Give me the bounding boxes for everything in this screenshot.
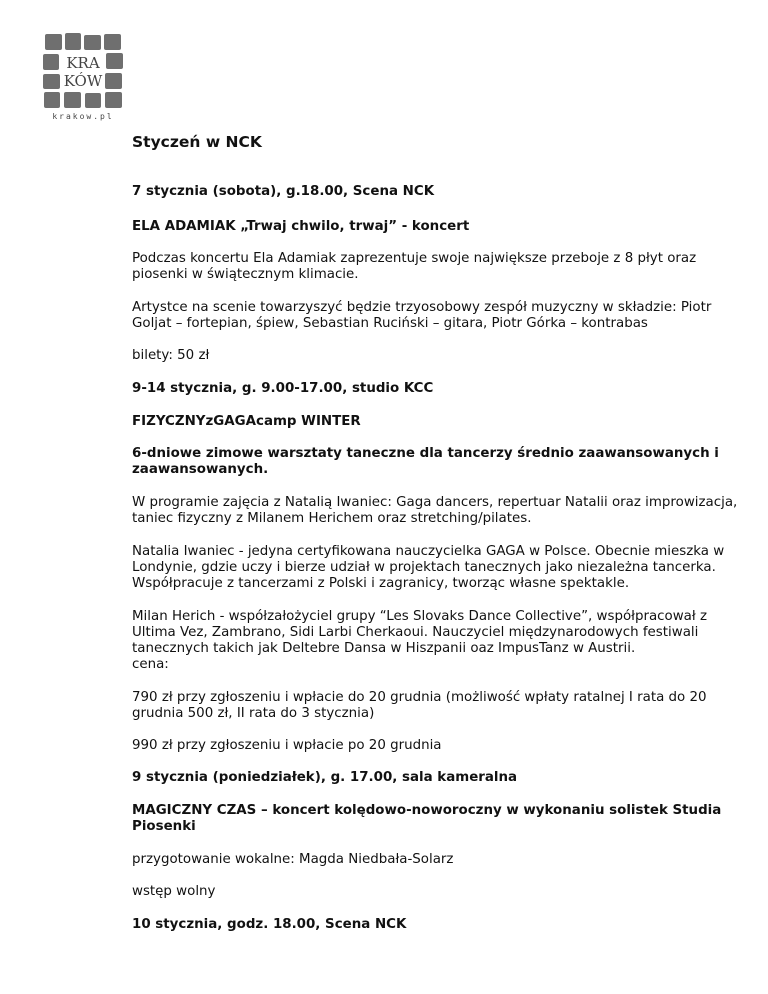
event-3-date: 9 stycznia (poniedziałek), g. 17.00, sala kameralna [132,770,518,785]
krakow-logo [40,30,130,122]
event-3-entry: wstęp wolny [132,884,216,899]
event-2-subtitle: 6-dniowe zimowe warsztaty taneczne dla tancerzy średnio zaawansowanych i zaawansowanych. [132,446,719,477]
page-title: Styczeń w NCK [132,133,262,151]
event-2-title: FIZYCZNYzGAGAcamp WINTER [132,414,361,429]
event-2-price-late: 990 zł przy zgłoszeniu i wpłacie po 20 grudnia [132,738,442,753]
event-2-price-early: 790 zł przy zgłoszeniu i wpłacie do 20 grudnia (możliwość wpłaty ratalnej I rata do 20 grudnia 500 zł, II rata do 3 stycznia) [132,690,707,721]
event-1-description: Podczas koncertu Ela Adamiak zaprezentuje swoje największe przeboje z 8 płyt oraz piosenki w świątecznym klimacie. [132,251,697,282]
svg-text:KRA: KRA [66,54,100,72]
event-2-program: W programie zajęcia z Natalią Iwaniec: Gaga dancers, repertuar Natalii oraz improwizacja, taniec fizyczny z Milanem Herichem oraz stretching/pilates. [132,495,738,526]
event-1-tickets: bilety: 50 zł [132,348,210,363]
event-3-title: MAGICZNY CZAS – koncert kolędowo-noworoczny w wykonaniu solistek Studia Piosenki [132,803,722,834]
event-2-bio-herich: Milan Herich - współzałożyciel grupy “Les Slovaks Dance Collective”, współpracował z Ultima Vez, Zambrano, Sidi Larbi Cherkaoui. Nauczyciel międzynarodowych festiwali tanecznych takich jak Deltebre Dansa w Hiszpanii oaz ImpusTanz w Austrii. [132,609,707,656]
event-2-date: 9-14 stycznia, g. 9.00-17.00, studio KCC [132,381,434,396]
event-2-price-label: cena: [132,657,169,672]
event-2-bio-iwaniec: Natalia Iwaniec - jedyna certyfikowana nauczycielka GAGA w Polsce. Obecnie mieszka w Londynie, gdzie uczy i bierze udział w projektach tanecznych jako niezależna tancerka. Współpracuje z tancerzami z Polski i zagranicy, tworząc własne spektakle. [132,544,725,591]
event-1-date: 7 stycznia (sobota), g.18.00, Scena NCK [132,184,435,199]
event-4-date: 10 stycznia, godz. 18.00, Scena NCK [132,917,407,932]
event-1-title: ELA ADAMIAK „Trwaj chwilo, trwaj” - koncert [132,219,470,234]
event-1-musicians: Artystce na scenie towarzyszyć będzie trzyosobowy zespół muzyczny w składzie: Piotr Goljat – fortepian, śpiew, Sebastian Ruciński – gitara, Piotr Górka – kontrabas [132,300,712,331]
event-3-vocal-prep: przygotowanie wokalne: Magda Niedbała-Solarz [132,852,454,867]
svg-text:krakow.pl: krakow.pl [52,112,114,121]
svg-text:KÓW: KÓW [63,72,103,90]
